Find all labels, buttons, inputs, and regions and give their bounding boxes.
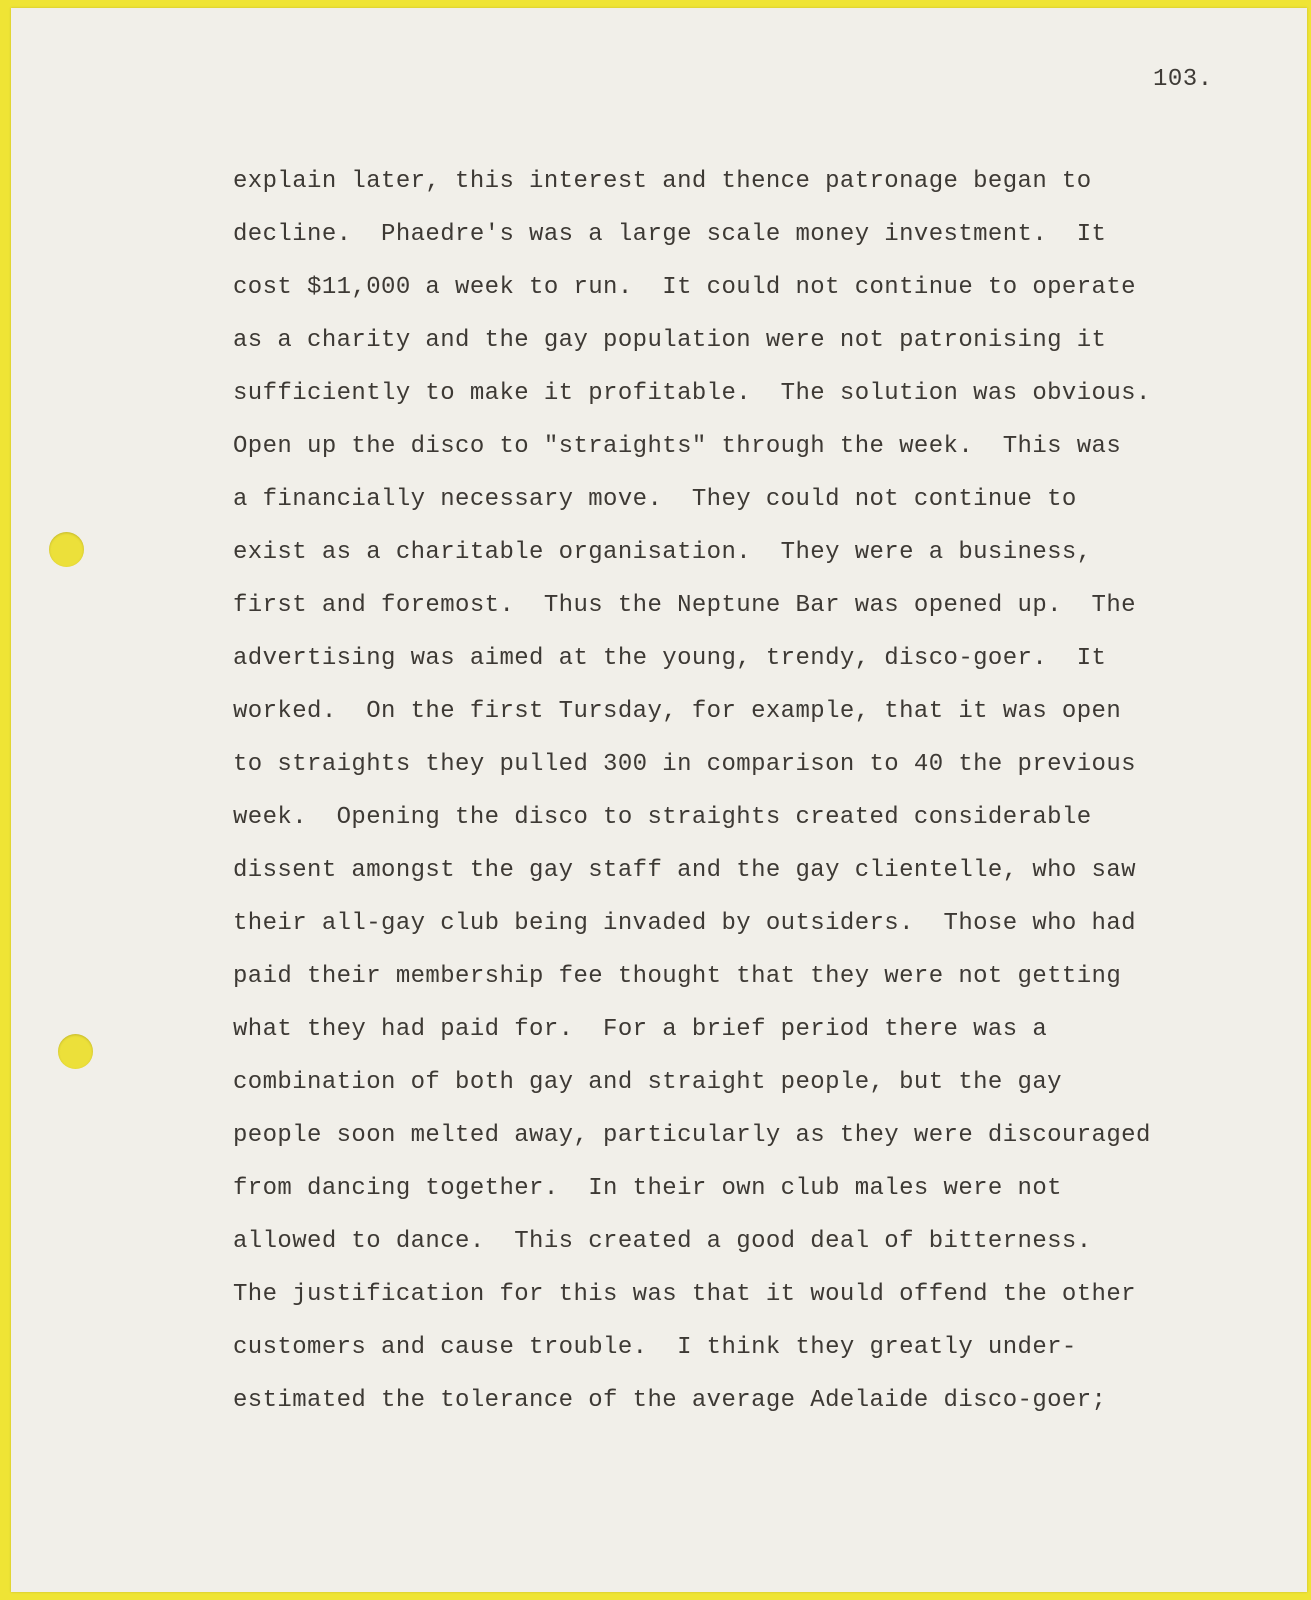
text-line: cost $11,000 a week to run. It could not continue to operate [233, 274, 1136, 301]
text-line: combination of both gay and straight people, but the gay [233, 1069, 1062, 1096]
text-line: as a charity and the gay population were not patronising it [233, 327, 1107, 354]
typed-page [11, 8, 1307, 1592]
punch-hole-top [49, 532, 84, 567]
punch-hole-bottom [58, 1034, 93, 1069]
text-line: first and foremost. Thus the Neptune Bar was opened up. The [233, 592, 1136, 619]
text-line: dissent amongst the gay staff and the gay clientelle, who saw [233, 857, 1136, 884]
text-line: The justification for this was that it would offend the other [233, 1281, 1136, 1308]
text-line: customers and cause trouble. I think they greatly under- [233, 1334, 1077, 1361]
text-line: exist as a charitable organisation. They were a business, [233, 539, 1092, 566]
text-line: a financially necessary move. They could not continue to [233, 486, 1077, 513]
text-line: estimated the tolerance of the average Adelaide disco-goer; [233, 1387, 1107, 1414]
text-line: people soon melted away, particularly as they were discouraged [233, 1122, 1151, 1149]
text-line: what they had paid for. For a brief period there was a [233, 1016, 1048, 1043]
text-line: worked. On the first Tursday, for example, that it was open [233, 698, 1122, 725]
text-line: their all-gay club being invaded by outsiders. Those who had [233, 910, 1136, 937]
page-number: 103. [1153, 66, 1213, 93]
text-line: sufficiently to make it profitable. The solution was obvious. [233, 380, 1151, 407]
text-line: Open up the disco to "straights" through the week. This was [233, 433, 1122, 460]
text-line: week. Opening the disco to straights created considerable [233, 804, 1092, 831]
text-line: to straights they pulled 300 in comparison to 40 the previous [233, 751, 1136, 778]
body-text [233, 166, 1243, 1438]
text-line: decline. Phaedre's was a large scale money investment. It [233, 221, 1107, 248]
text-line: allowed to dance. This created a good deal of bitterness. [233, 1228, 1092, 1255]
text-line: advertising was aimed at the young, trendy, disco-goer. It [233, 645, 1107, 672]
text-line: paid their membership fee thought that they were not getting [233, 963, 1122, 990]
text-line: from dancing together. In their own club males were not [233, 1175, 1062, 1202]
text-line: explain later, this interest and thence patronage began to [233, 168, 1092, 195]
